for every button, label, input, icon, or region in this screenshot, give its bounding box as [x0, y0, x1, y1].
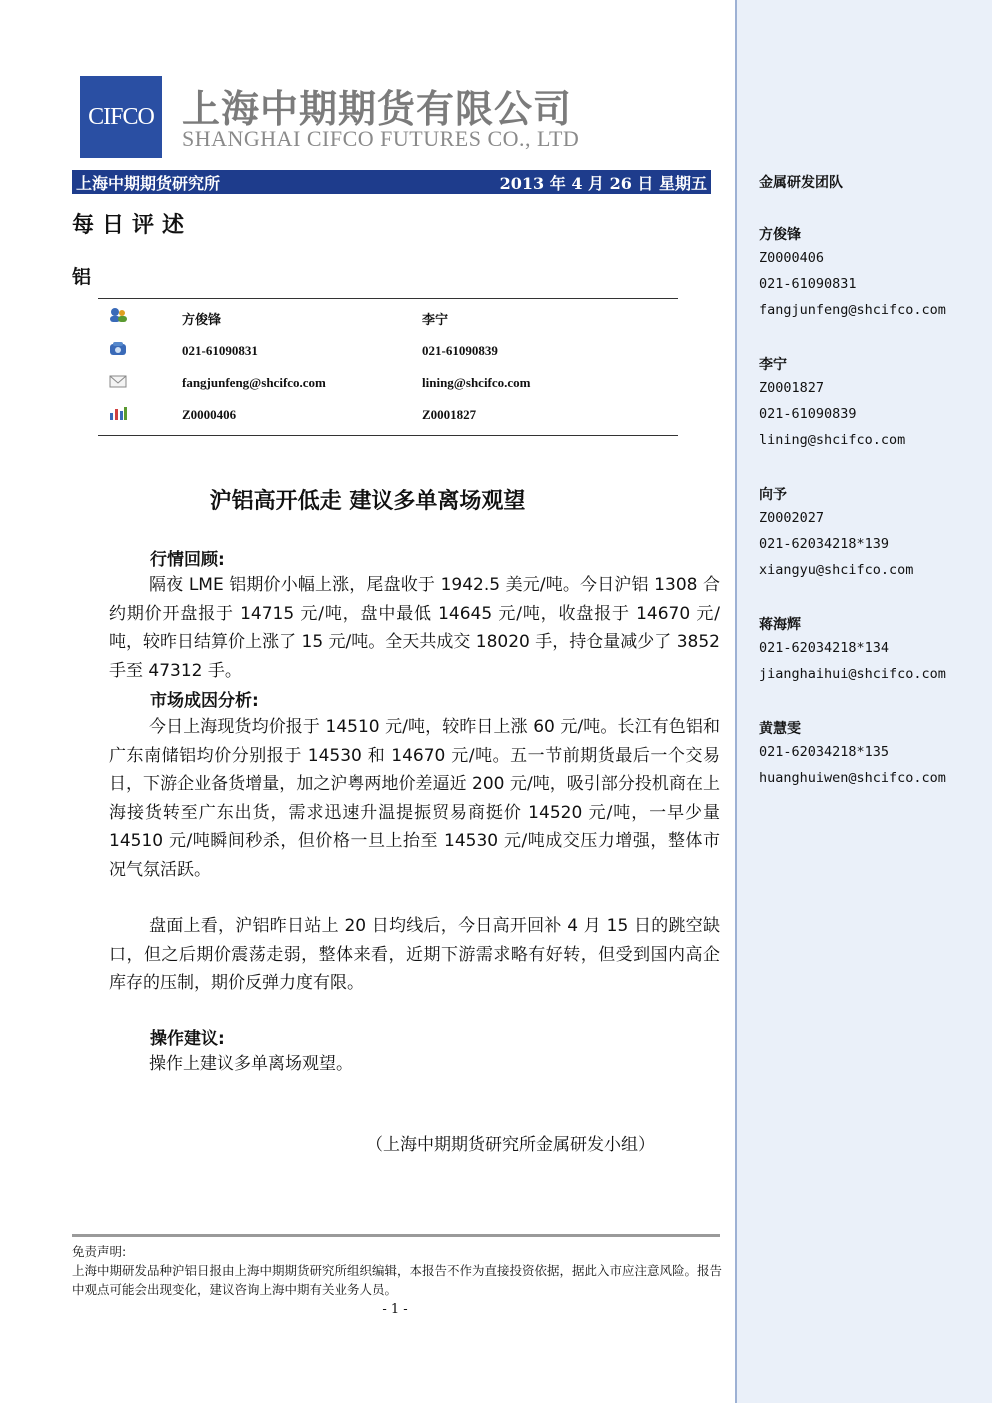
member-info: 021-61090831	[759, 276, 857, 292]
company-name-en: SHANGHAI CIFCO FUTURES CO., LTD	[182, 126, 580, 151]
review-heading: 行情回顾:	[150, 550, 225, 570]
disclaimer-title: 免责声明:	[72, 1244, 127, 1259]
member-name: 黄慧雯	[759, 721, 801, 737]
mail-icon	[108, 373, 128, 389]
contact-row-name	[98, 307, 678, 327]
phone-icon	[108, 341, 128, 357]
institute-name: 上海中期期货研究所	[76, 173, 221, 193]
member-info: Z0002027	[759, 510, 825, 526]
member-name: 方俊锋	[759, 227, 801, 243]
member-info: lining@shcifco.com	[759, 432, 906, 448]
header-bar	[72, 170, 711, 194]
analysis-paragraph-2: 盘面上看，沪铝昨日站上 20 日均线后，今日高开回补 4 月 15 日的跳空缺口，但之后期价震荡走弱，整体来看，近期下游需求略有好转，但受到国内高企库存的压制，期价反弹力度有限。	[109, 916, 720, 993]
contact-b: 021-61090839	[422, 343, 498, 358]
report-headline: 沪铝高开低走 建议多单离场观望	[209, 489, 526, 514]
member-info: jianghaihui@shcifco.com	[759, 666, 946, 682]
signature: （上海中期期货研究所金属研发小组）	[366, 1135, 655, 1155]
contact-b: Z0001827	[422, 407, 477, 422]
report-date: 2013 年 4 月 26 日 星期五	[499, 173, 707, 193]
contact-row-phone	[98, 341, 678, 361]
disclaimer	[72, 1242, 722, 1299]
sidebar	[735, 0, 992, 1403]
member-info: 021-62034218*135	[759, 744, 890, 760]
member-name: 蒋海辉	[759, 617, 801, 633]
commodity-title: 铝	[72, 266, 92, 288]
chart-icon	[108, 405, 128, 421]
contact-a: Z0000406	[182, 407, 237, 422]
page-number: - 1 -	[382, 1302, 408, 1317]
company-logo: CIFCO	[80, 76, 162, 158]
disclaimer-text: 上海中期研发品种沪铝日报由上海中期期货研究所组织编辑，本报告不作为直接投资依据，据此入市应注意风险。报告中观点可能会出现变化，建议咨询上海中期有关业务人员。	[72, 1263, 723, 1297]
member-info: xiangyu@shcifco.com	[759, 562, 914, 578]
contact-table	[98, 298, 678, 436]
contact-a: 方俊锋	[182, 312, 222, 327]
member-info: huanghuiwen@shcifco.com	[759, 770, 946, 786]
team-title: 金属研发团队	[759, 175, 843, 191]
member-info: fangjunfeng@shcifco.com	[759, 302, 946, 318]
member-name: 向予	[759, 487, 787, 503]
analysis-heading: 市场成因分析:	[150, 691, 259, 711]
person-icon	[108, 307, 128, 323]
contact-row-email	[98, 373, 678, 393]
advice-heading: 操作建议:	[150, 1029, 225, 1049]
member-name: 李宁	[759, 357, 787, 373]
company-name-cn: 上海中期期货有限公司	[182, 87, 573, 131]
contact-b: lining@shcifco.com	[422, 375, 531, 390]
member-info: 021-62034218*139	[759, 536, 890, 552]
contact-row-license	[98, 405, 678, 425]
member-info: 021-61090839	[759, 406, 857, 422]
advice-paragraph: 操作上建议多单离场观望。	[149, 1054, 353, 1074]
contact-b: 李宁	[422, 312, 449, 327]
review-paragraph: 隔夜 LME 铝期价小幅上涨，尾盘收于 1942.5 美元/吨。今日沪铝 1308 合约期价开盘报于 14715 元/吨，盘中最低 14645 元/吨，收盘报于 14670 元/吨，较昨日结算价上涨了 15 元/吨。全天共成交 18020 手，持仓量减少了 3852 手至 47312 手。	[109, 575, 720, 681]
analysis-paragraph-1: 今日上海现货均价报于 14510 元/吨，较昨日上涨 60 元/吨。长江有色铝和广东南储铝均价分别报于 14530 和 14670 元/吨。五一节前期货最后一个交易日，下游企业备货增量，加之沪粤两地价差逼近 200 元/吨，吸引部分投机商在上海接货转至广东出货，需求迅速升温提振贸易商挺价 14520 元/吨，一早少量 14510 元/吨瞬间秒杀，但价格一旦上抬至 14530 元/吨成交压力增强，整体市况气氛活跃。	[109, 717, 720, 880]
contact-a: fangjunfeng@shcifco.com	[182, 375, 326, 390]
member-info: Z0001827	[759, 380, 825, 396]
section-title: 每日评述	[72, 212, 193, 238]
contact-a: 021-61090831	[182, 343, 258, 358]
footer-divider	[72, 1234, 720, 1237]
member-info: 021-62034218*134	[759, 640, 890, 656]
member-info: Z0000406	[759, 250, 825, 266]
